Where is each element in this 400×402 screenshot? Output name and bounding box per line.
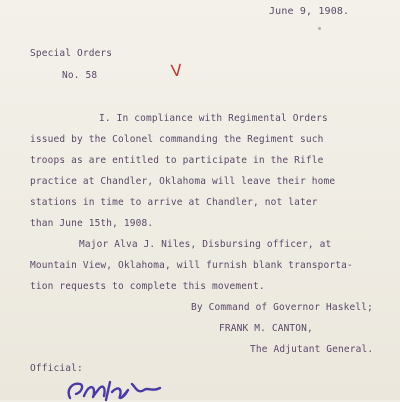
document-date: June 9, 1908.: [269, 6, 350, 17]
signatory-title: The Adjutant General.: [250, 344, 374, 355]
para2-line-1: Major Alva J. Niles, Disbursing officer, at: [79, 239, 332, 250]
para2-line-2: Mountain View, Oklahoma, will furnish blank transporta-: [30, 260, 353, 271]
order-number: No. 58: [62, 70, 98, 81]
ink-smudge: [318, 27, 321, 30]
para1-line-5: stations in time to arrive at Chandler, not later: [30, 197, 318, 208]
handwritten-signature: [64, 378, 174, 402]
special-orders-heading: Special Orders: [30, 48, 113, 59]
red-check-mark: V: [169, 60, 183, 81]
para1-line-2: issued by the Colonel commanding the Regiment such: [30, 134, 324, 145]
by-command-line: By Command of Governor Haskell;: [191, 302, 373, 313]
signatory-name: FRANK M. CANTON,: [219, 323, 313, 334]
para1-line-1: I. In compliance with Regimental Orders: [99, 113, 328, 124]
para1-line-6: than June 15th, 1908.: [30, 218, 154, 229]
para1-line-4: practice at Chandler, Oklahoma will leave their home: [30, 176, 336, 187]
para1-line-3: troops as are entitled to participate in the Rifle: [30, 155, 324, 166]
official-label: Official:: [30, 363, 83, 374]
para2-line-3: tion requests to complete this movement.: [30, 281, 265, 292]
